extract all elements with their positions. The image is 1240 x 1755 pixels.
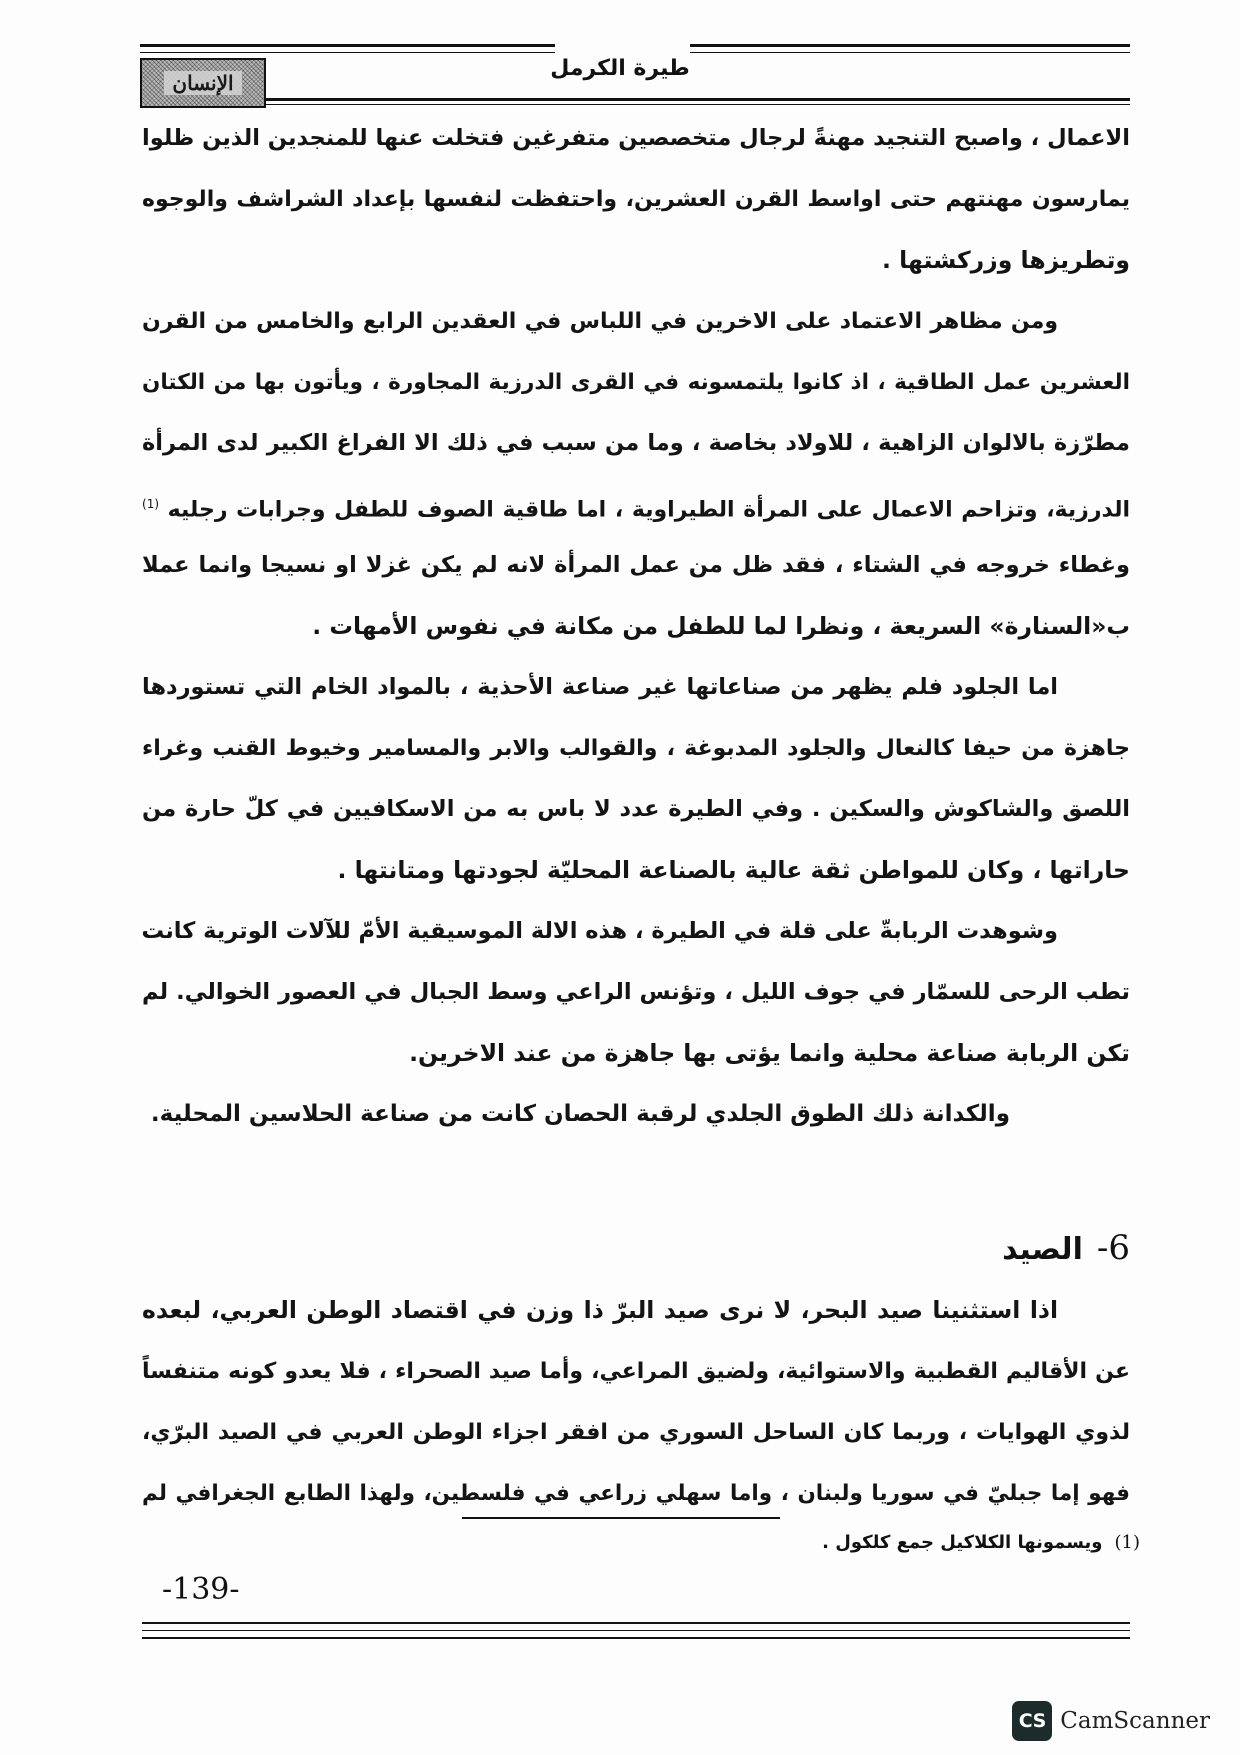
footer-rule-1 [142, 1622, 1130, 1624]
body-text-section-1 [142, 108, 1130, 1145]
header-rule-bottom-thin [266, 104, 1130, 105]
body-line: يمارسون مهنتهم حتى اواسط القرن العشرين، واحتفظت لنفسها بإعداد الشراشف والوجوه [142, 187, 1130, 212]
body-line: اذا استثنينا صيد البحر، لا نرى صيد البرّ ذا وزن في اقتصاد الوطن العربي، لبعده [142, 1296, 1058, 1324]
body-line: ومن مظاهر الاعتماد على الاخرين في اللباس في العقدين الرابع والخامس من القرن [142, 309, 1058, 334]
footnote-number: (1) [1114, 1532, 1140, 1553]
header-rule-top-left-thin [140, 52, 555, 53]
footnote-separator [462, 1517, 780, 1519]
running-title: طيرة الكرمل [550, 56, 690, 81]
body-line: ب«السنارة» السريعة ، ونظرا لما للطفل من مكانة في نفوس الأمهات . [312, 612, 1130, 640]
camscanner-logo-icon: CS [1012, 1701, 1052, 1741]
header-rule-bottom [266, 98, 1130, 101]
footnote [822, 1532, 1140, 1553]
footer-rule-2 [142, 1630, 1130, 1631]
footnote-reference: (1) [142, 497, 160, 511]
header-rule-top-left [140, 44, 555, 47]
page-number: -139- [162, 1572, 240, 1607]
header-emblem [140, 58, 266, 108]
body-line: اللصق والشاكوش والسكين . وفي الطيرة عدد لا باس به من الاسكافيين في كلّ حارة من [142, 796, 1130, 822]
footer-rule-3 [142, 1637, 1130, 1639]
body-line: العشرين عمل الطاقية ، اذ كانوا يلتمسونه في القرى الدرزية المجاورة ، ويأتون بها من الكتان [142, 370, 1130, 395]
body-line: وشوهدت الربابةّ على قلة في الطيرة ، هذه الالة الموسيقية الأمّ للآلات الوترية كانت [141, 918, 1058, 944]
camscanner-watermark [1012, 1701, 1210, 1741]
body-line: لذوي الهوايات ، وربما كان الساحل السوري من افقر اجزاء الوطن العربي في الصيد البرّي، [142, 1420, 1130, 1445]
body-line: اما الجلود فلم يظهر من صناعاتها غير صناعة الأحذية ، بالمواد الخام التي تستوردها [142, 674, 1058, 700]
body-line: حاراتها ، وكان للمواطن ثقة عالية بالصناعة المحليّة لجودتها ومتانتها . [337, 856, 1130, 884]
footnote-text: ويسمونها الكلاكيل جمع كلكول . [822, 1532, 1103, 1553]
body-line: تطب الرحى للسمّار في جوف الليل ، وتؤنس الراعي وسط الجبال في العصور الخوالي. لم [142, 979, 1130, 1005]
body-line: عن الأقاليم القطبية والاستوائية، ولضيق المراعي، وأما صيد الصحراء ، فلا يعدو كونه متنفساً [142, 1359, 1130, 1384]
section-number: 6- [1096, 1228, 1130, 1268]
body-line-text: الدرزية، وتزاحم الاعمال على المرأة الطيراوية ، اما طاقية الصوف للطفل وجرابات رجليه [167, 497, 1130, 523]
section-heading [1002, 1228, 1130, 1268]
body-text-section-2 [142, 1280, 1130, 1524]
body-line-with-footnote [142, 474, 1130, 535]
body-line: وغطاء خروجه في الشتاء ، فقد ظل من عمل المرأة لانه لم يكن غزلا او نسيجا وانما عملا [142, 552, 1130, 578]
body-line: فهو إما جبليّ في سوريا ولبنان ، واما سهلي زراعي في فلسطين، ولهذا الطابع الجغرافي لم [142, 1481, 1130, 1506]
body-line: تكن الربابة صناعة محلية وانما يؤتى بها جاهزة من عند الاخرين. [409, 1039, 1130, 1067]
body-line: مطرّزة بالالوان الزاهية ، للاولاد بخاصة ، وما من سبب في ذلك الا الفراغ الكبير لدى المرأة [142, 430, 1130, 456]
body-line: والكدانة ذلك الطوق الجلدي لرقبة الحصان كانت من صناعة الحلاسين المحلية. [150, 1101, 1010, 1127]
body-line: جاهزة من حيفا كالنعال والجلود المدبوغة ، والقوالب والابر والمسامير وخيوط القنب وغراء [142, 736, 1130, 761]
header-rule-top-right [690, 44, 1130, 47]
section-title: الصيد [1002, 1232, 1083, 1267]
header-rule-top-right-thin [690, 52, 1130, 53]
header-emblem-text: الإنسان [164, 71, 241, 95]
body-line: الاعمال ، واصبح التنجيد مهنةً لرجال متخصصين متفرغين فتخلت عنها للمنجدين الذين ظلوا [142, 125, 1130, 151]
camscanner-text: CamScanner [1060, 1708, 1210, 1734]
body-line: وتطريزها وزركشتها . [882, 246, 1130, 274]
